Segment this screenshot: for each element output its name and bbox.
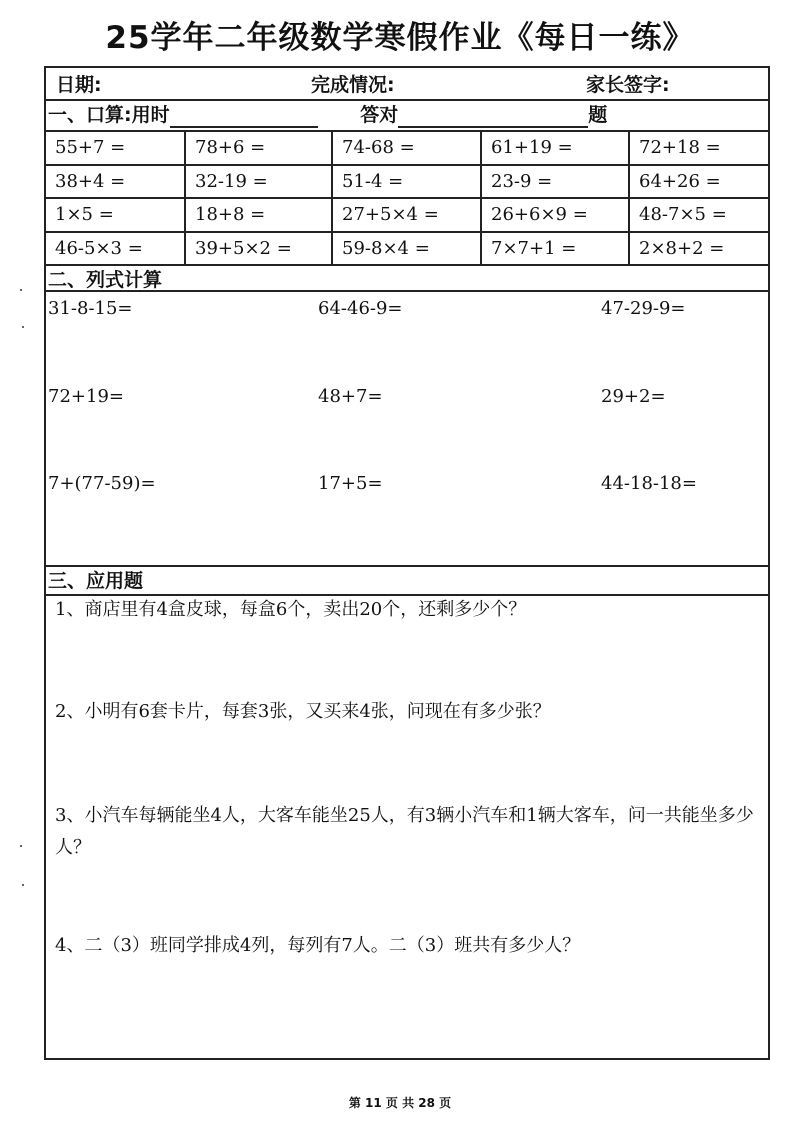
written-problem: 17+5= xyxy=(318,473,383,494)
calc-problem: 23-9 = xyxy=(482,166,630,200)
parent-sign-label: 家长签字: xyxy=(586,74,670,96)
word-problem: 1、商店里有4盒皮球，每盒6个，卖出20个，还剩多少个？ xyxy=(55,599,527,620)
section3-title: 三、应用题 xyxy=(48,570,144,592)
calc-problem: 2×8+2 = xyxy=(630,233,768,267)
calc-problem: 61+19 = xyxy=(482,132,630,166)
scan-mark xyxy=(22,884,24,886)
calc-problem: 26+6×9 = xyxy=(482,199,630,233)
written-problem: 44-18-18= xyxy=(601,473,697,494)
calc-problem: 7×7+1 = xyxy=(482,233,630,267)
page-title: 25学年二年级数学寒假作业《每日一练》 xyxy=(105,20,695,56)
divider xyxy=(46,290,768,292)
calc-problem: 27+5×4 = xyxy=(333,199,482,233)
correct-label: 答对 xyxy=(360,104,399,126)
time-blank[interactable] xyxy=(170,104,318,128)
section1-heading xyxy=(48,102,607,128)
written-problem: 7+(77-59)= xyxy=(48,473,156,494)
mental-math-grid xyxy=(46,132,768,266)
calc-problem: 48-7×5 = xyxy=(630,199,768,233)
calc-problem: 74-68 = xyxy=(333,132,482,166)
calc-problem: 1×5 = xyxy=(46,199,186,233)
word-problem: 3、小汽车每辆能坐4人，大客车能坐25人，有3辆小汽车和1辆大客车，问一共能坐多少人？ xyxy=(55,805,754,858)
written-problem: 31-8-15= xyxy=(48,298,133,319)
correct-blank[interactable] xyxy=(398,104,588,128)
written-problem: 64-46-9= xyxy=(318,298,403,319)
calc-problem: 55+7 = xyxy=(46,132,186,166)
calc-problem: 51-4 = xyxy=(333,166,482,200)
word-problem: 2、小明有6套卡片，每套3张，又买来4张，问现在有多少张？ xyxy=(55,701,551,722)
written-problem: 47-29-9= xyxy=(601,298,686,319)
section2-title: 二、列式计算 xyxy=(48,269,163,291)
calc-problem: 59-8×4 = xyxy=(333,233,482,267)
unit-label: 题 xyxy=(588,104,608,126)
scan-mark xyxy=(22,326,24,328)
scan-mark xyxy=(20,845,22,847)
section1-title: 一、口算:用时 xyxy=(48,104,170,126)
calc-problem: 46-5×3 = xyxy=(46,233,186,267)
page-number: 第 11 页 共 28 页 xyxy=(348,1096,452,1110)
date-label: 日期: xyxy=(56,74,102,96)
worksheet xyxy=(44,66,770,1060)
divider xyxy=(46,99,768,101)
written-problem: 29+2= xyxy=(601,386,666,407)
calc-problem: 78+6 = xyxy=(186,132,333,166)
calc-problem: 72+18 = xyxy=(630,132,768,166)
scan-mark xyxy=(20,289,22,291)
completion-label: 完成情况: xyxy=(311,74,395,96)
calc-problem: 39+5×2 = xyxy=(186,233,333,267)
calc-problem: 38+4 = xyxy=(46,166,186,200)
calc-problem: 32-19 = xyxy=(186,166,333,200)
calc-problem: 64+26 = xyxy=(630,166,768,200)
word-problem: 4、二（3）班同学排成4列，每列有7人。二（3）班共有多少人？ xyxy=(55,935,581,956)
written-problem: 72+19= xyxy=(48,386,124,407)
calc-problem: 18+8 = xyxy=(186,199,333,233)
written-problem: 48+7= xyxy=(318,386,383,407)
divider xyxy=(46,565,768,567)
